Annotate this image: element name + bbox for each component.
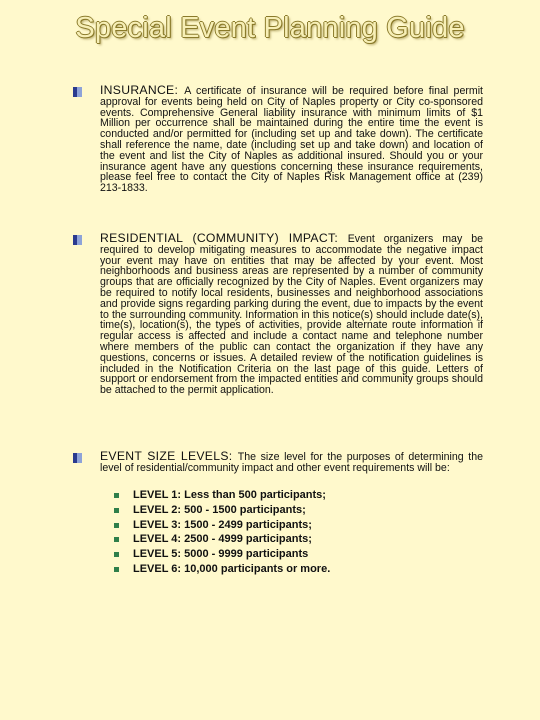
level-item: LEVEL 6: 10,000 participants or more. (114, 562, 330, 577)
page-title: Special Event Planning Guide (75, 12, 465, 44)
event-size-heading: EVENT SIZE LEVELS: (100, 449, 238, 463)
event-size-text: The size level for the purposes of determining the level of residential/community impact and other event requirements will be: (100, 451, 483, 474)
level-list (114, 488, 330, 577)
level-item: LEVEL 4: 2500 - 4999 participants; (114, 532, 330, 547)
bullet-icon (73, 453, 82, 463)
insurance-heading: INSURANCE: (100, 83, 185, 97)
insurance-paragraph (100, 85, 483, 194)
residential-impact-text: Event organizers may be required to develop mitigating measures to accommodate the negative impact your event may have on entities that may be affected by your event. Most neighborhoods and business areas are represented by a number of community groups that are officially recognized by the City of Naples. Event organizers may be required to notify local residents, businesses and neighborhood associations and provide signs regarding parking during the event, due to impacts by the event to the surrounding community. Information in this notice(s) should include date(s), time(s), location(s), the types of activities, provide alternate route information if regular access is affected and include a contact name and telephone number where members of the public can contact the organization if they have any questions, concerns or issues. A detailed review of the notification guidelines is included in the Notification Criteria on the last page of this guide. Letters of support or endorsement from the impacted entities and community groups should be attached to the permit application. (100, 233, 483, 397)
bullet-icon (73, 87, 82, 97)
level-item: LEVEL 1: Less than 500 participants; (114, 488, 330, 503)
square-bullet-icon (114, 537, 119, 542)
square-bullet-icon (114, 552, 119, 557)
square-bullet-icon (114, 567, 119, 572)
insurance-text: A certificate of insurance will be required before final permit approval for events being held on City of Naples property or City co-sponsored events. Comprehensive General liability insurance with minimum limits of $1 Million per occurrence shall be maintained during the entire time the event is conducted and/or permitted for (including set up and take down). The certificate shall reference the name, date (including set up and take down) and location of the event and list the City of Naples as additional insured. Should you or your insurance agent have any questions concerning these insurance requirements, please feel free to contact the City of Naples Risk Management office at (239) 213-1833. (100, 85, 483, 195)
residential-impact-heading: RESIDENTIAL (COMMUNITY) IMPACT: (100, 231, 348, 245)
square-bullet-icon (114, 493, 119, 498)
square-bullet-icon (114, 523, 119, 528)
level-item: LEVEL 3: 1500 - 2499 participants; (114, 518, 330, 533)
level-item: LEVEL 2: 500 - 1500 participants; (114, 503, 330, 518)
residential-impact-paragraph (100, 233, 483, 396)
square-bullet-icon (114, 508, 119, 513)
level-item: LEVEL 5: 5000 - 9999 participants (114, 547, 330, 562)
bullet-icon (73, 235, 82, 245)
event-size-paragraph (100, 451, 483, 474)
